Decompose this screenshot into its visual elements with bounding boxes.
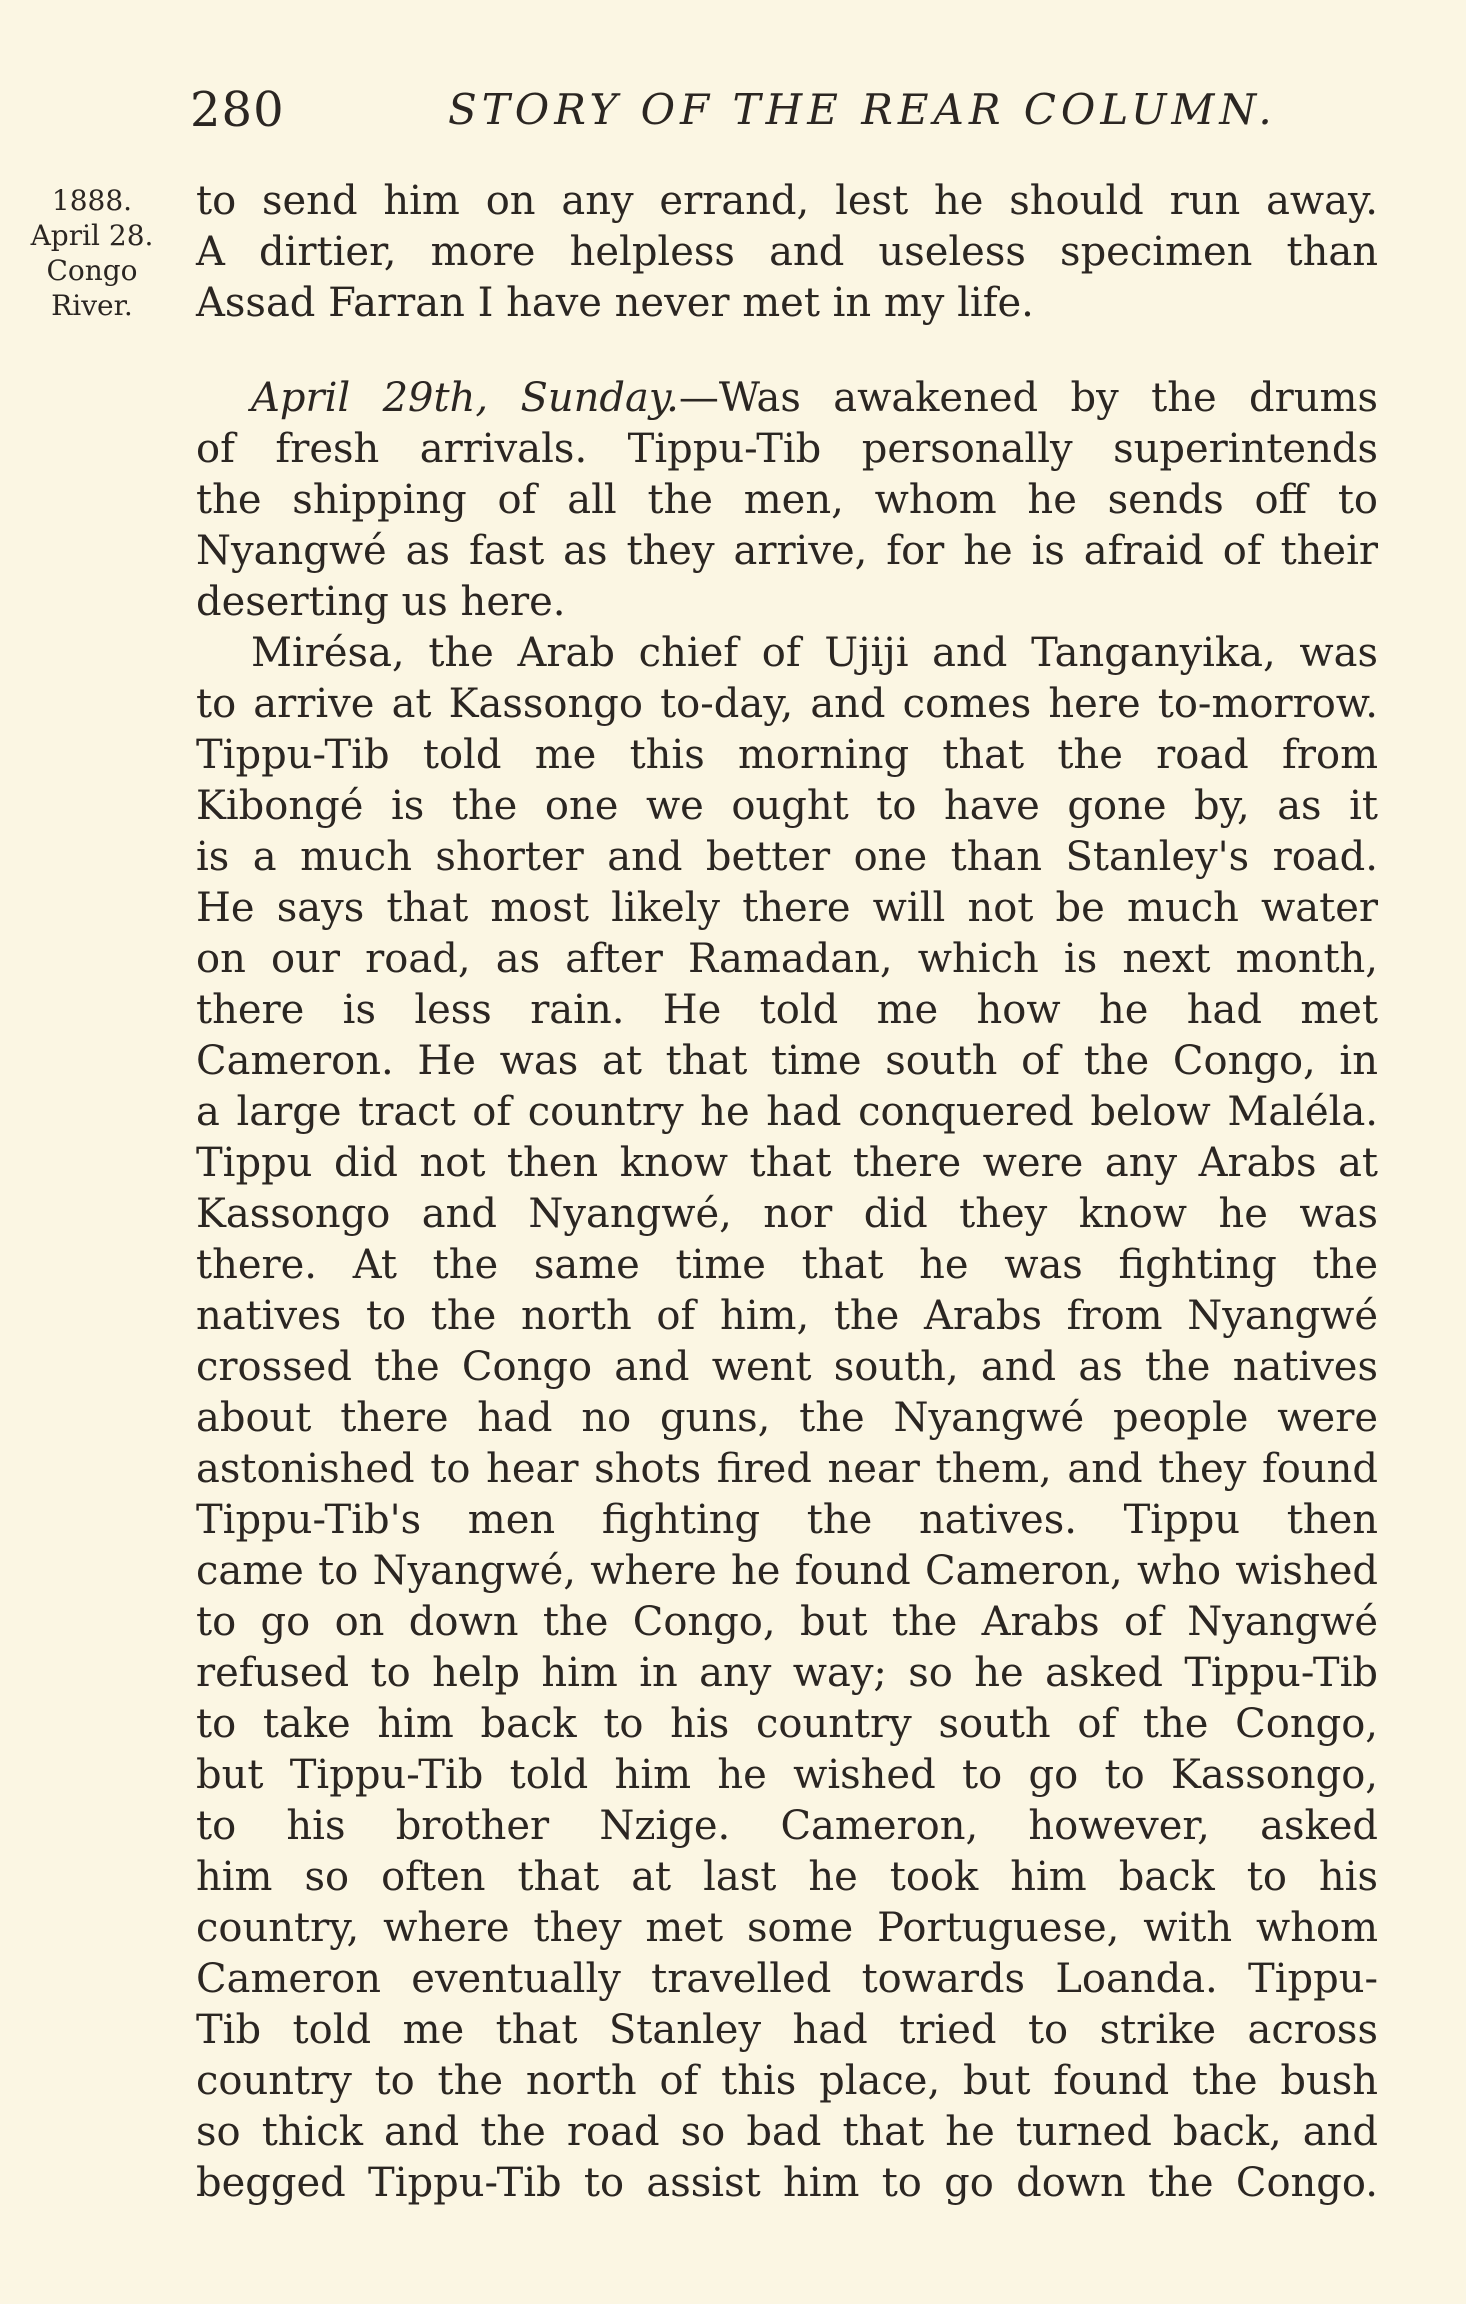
diary-date-heading: April 29th, Sunday. bbox=[251, 375, 679, 421]
text-line: natives to the north of him, the Arabs from Nyangwé bbox=[196, 1293, 1378, 1339]
margin-note-year: 1888. bbox=[51, 184, 133, 217]
text-line: there is less rain. He told me how he had met bbox=[196, 987, 1378, 1033]
text-line: begged Tippu-Tib to assist him to go down the Congo. bbox=[196, 2160, 1378, 2206]
text-line: a large tract of country he had conquered below Maléla. bbox=[196, 1089, 1378, 1135]
margin-note-place2: River. bbox=[51, 289, 133, 322]
text-line: Mirésa, the Arab chief of Ujiji and Tanganyika, was bbox=[251, 630, 1378, 676]
margin-note-place: Congo bbox=[46, 254, 138, 287]
text-line: is a much shorter and better one than Stanley's road. bbox=[196, 834, 1378, 880]
text-line: Kassongo and Nyangwé, nor did they know he was bbox=[196, 1191, 1378, 1237]
text-line: Tippu did not then know that there were any Arabs at bbox=[196, 1140, 1378, 1186]
body-text bbox=[196, 176, 1378, 2209]
text-line: A dirtier, more helpless and useless specimen than bbox=[196, 229, 1378, 275]
text-line: country, where they met some Portuguese, with whom bbox=[196, 1905, 1378, 1951]
text-line: country to the north of this place, but found the bush bbox=[196, 2058, 1378, 2104]
text-line: there. At the same time that he was fighting the bbox=[196, 1242, 1378, 1288]
margin-note bbox=[22, 183, 162, 323]
running-head bbox=[190, 80, 1380, 140]
paragraph-2 bbox=[196, 373, 1378, 628]
text-line: Nyangwé as fast as they arrive, for he is afraid of their bbox=[196, 528, 1378, 574]
text-line bbox=[196, 373, 1378, 424]
text-line: of fresh arrivals. Tippu-Tib personally superintends bbox=[196, 426, 1378, 472]
text-line: refused to help him in any way; so he asked Tippu-Tib bbox=[196, 1650, 1378, 1696]
paragraph-3 bbox=[196, 628, 1378, 2209]
text-line: him so often that at last he took him back to his bbox=[196, 1854, 1378, 1900]
text-line: to go on down the Congo, but the Arabs of Nyangwé bbox=[196, 1599, 1378, 1645]
text-line: deserting us here. bbox=[196, 579, 566, 625]
text-line: He says that most likely there will not be much water bbox=[196, 885, 1378, 931]
paragraph-1 bbox=[196, 176, 1378, 329]
text-line: crossed the Congo and went south, and as the natives bbox=[196, 1344, 1378, 1390]
text-line: to send him on any errand, lest he should run away. bbox=[196, 178, 1378, 224]
text-line: Cameron. He was at that time south of the Congo, in bbox=[196, 1038, 1378, 1084]
text-line: so thick and the road so bad that he turned back, and bbox=[196, 2109, 1378, 2155]
text-line: Assad Farran I have never met in my life. bbox=[196, 280, 1034, 326]
text-line: on our road, as after Ramadan, which is next month, bbox=[196, 936, 1378, 982]
text-line: Tib told me that Stanley had tried to strike across bbox=[196, 2007, 1378, 2053]
page-number: 280 bbox=[190, 82, 285, 138]
running-title: STORY OF THE REAR COLUMN. bbox=[448, 85, 1277, 134]
text-line: but Tippu-Tib told him he wished to go to Kassongo, bbox=[196, 1752, 1378, 1798]
text-line: Kibongé is the one we ought to have gone by, as it bbox=[196, 783, 1378, 829]
text-line: astonished to hear shots fired near them, and they found bbox=[196, 1446, 1378, 1492]
text-line: came to Nyangwé, where he found Cameron, who wished bbox=[196, 1548, 1378, 1594]
text-line: Cameron eventually travelled towards Loanda. Tippu- bbox=[196, 1956, 1378, 2002]
text-line: the shipping of all the men, whom he sends off to bbox=[196, 477, 1378, 523]
text-line: about there had no guns, the Nyangwé people were bbox=[196, 1395, 1378, 1441]
text-line: Tippu-Tib told me this morning that the road from bbox=[196, 732, 1378, 778]
text-line: to his brother Nzige. Cameron, however, asked bbox=[196, 1803, 1378, 1849]
text-line: to arrive at Kassongo to-day, and comes here to-morrow. bbox=[196, 681, 1378, 727]
text-line: Tippu-Tib's men fighting the natives. Tippu then bbox=[196, 1497, 1378, 1543]
margin-note-date: April 28. bbox=[30, 219, 154, 252]
text-line: to take him back to his country south of the Congo, bbox=[196, 1701, 1378, 1747]
diary-entry-start: —Was awakened by the drums bbox=[678, 375, 1378, 421]
